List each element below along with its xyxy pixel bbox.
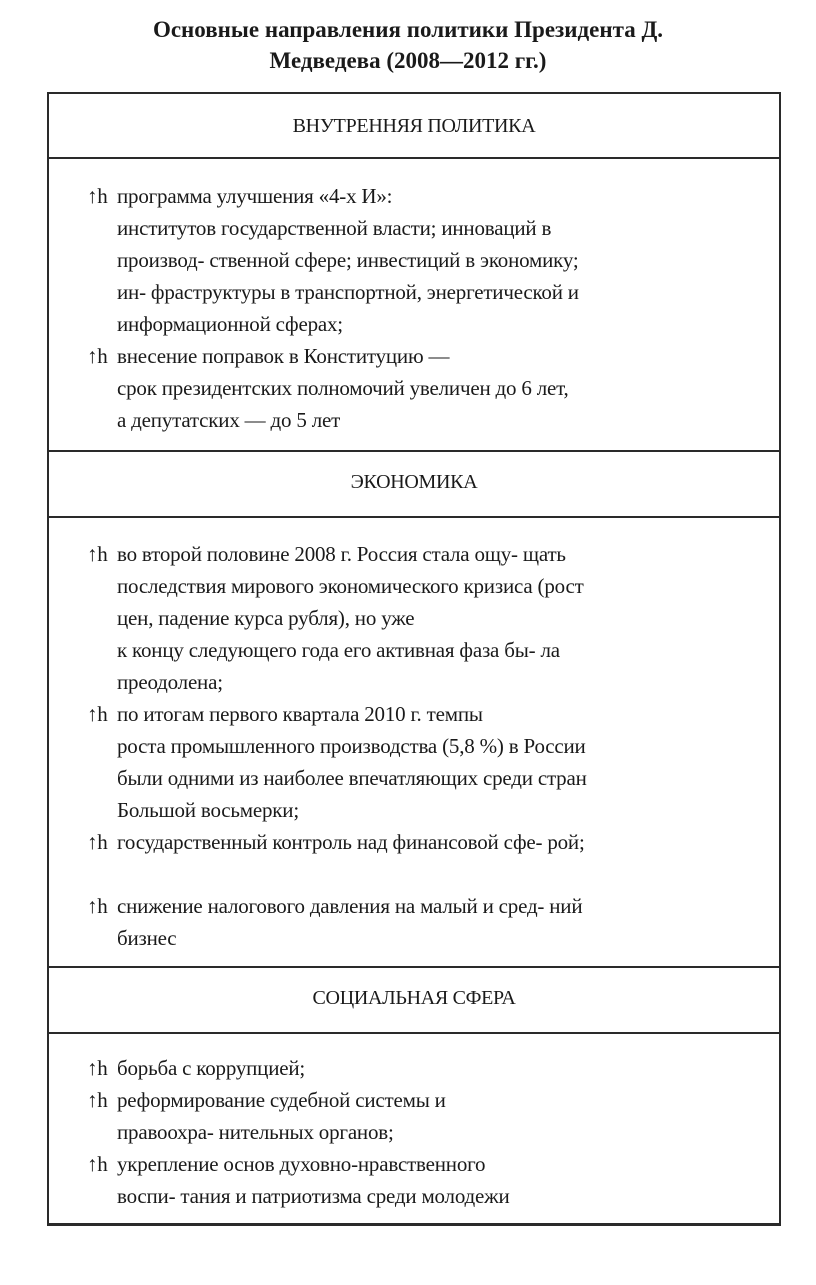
arrow-up-icon: ↑h: [87, 542, 108, 566]
list-item-continuation: воспи- тания и патриотизма среди молодежи: [117, 1184, 510, 1208]
list-item-continuation: последствия мирового экономического кризиса (рост: [117, 574, 584, 598]
list-item-continuation: преодолена;: [117, 670, 223, 694]
list-item: [49, 340, 779, 372]
arrow-up-icon: ↑h: [87, 1088, 108, 1112]
arrow-up-icon: ↑h: [87, 702, 108, 726]
list-item-continuation: цен, падение курса рубля), но уже: [117, 606, 415, 630]
list-item-continuation: институтов государственной власти; инноваций в: [117, 216, 552, 240]
list-item-continuation: роста промышленного производства (5,8 %) в России: [117, 734, 586, 758]
section-heading-domestic-policy: ВНУТРЕННЯЯ ПОЛИТИКА: [292, 115, 536, 137]
spacer: [49, 858, 779, 890]
section-heading-economy: ЭКОНОМИКА: [350, 471, 478, 493]
list-item: [49, 1052, 779, 1084]
list-item: [49, 180, 779, 212]
list-item-continuation: были одними из наиболее впечатляющих среди стран: [117, 766, 587, 790]
policy-table: [47, 92, 781, 1226]
list-item-continuation: производ- ственной сфере; инвестиций в экономику;: [117, 248, 579, 272]
list-item-continuation: Большой восьмерки;: [117, 798, 299, 822]
divider: [49, 1032, 779, 1034]
arrow-up-icon: ↑h: [87, 1056, 108, 1080]
arrow-up-icon: ↑h: [87, 344, 108, 368]
divider: [49, 450, 779, 452]
section-body-economy: [49, 538, 779, 954]
divider: [49, 516, 779, 518]
arrow-up-icon: ↑h: [87, 184, 108, 208]
list-item: [49, 1084, 779, 1116]
arrow-up-icon: ↑h: [87, 894, 108, 918]
title-line-1: Основные направления политики Президента Д.: [152, 17, 664, 42]
list-item-text: борьба с коррупцией;: [117, 1056, 306, 1080]
section-heading-social-sphere: СОЦИАЛЬНАЯ СФЕРА: [312, 987, 516, 1009]
list-item-text: во второй половине 2008 г. Россия стала ощу- щать: [117, 542, 566, 566]
arrow-up-icon: ↑h: [87, 1152, 108, 1176]
list-item-continuation: информационной сферах;: [117, 312, 343, 336]
list-item-continuation: правоохра- нительных органов;: [117, 1120, 394, 1144]
title-line-2: Медведева (2008—2012 гг.): [269, 48, 547, 73]
list-item-continuation: ин- фраструктуры в транспортной, энергетической и: [117, 280, 579, 304]
list-item-text: по итогам первого квартала 2010 г. темпы: [117, 702, 483, 726]
list-item: [49, 538, 779, 570]
document-title: [0, 14, 816, 76]
divider: [49, 966, 779, 968]
list-item-continuation: срок президентских полномочий увеличен до 6 лет,: [117, 376, 569, 400]
divider: [49, 157, 779, 159]
list-item-text: укрепление основ духовно-нравственного: [117, 1152, 486, 1176]
list-item-text: программа улучшения «4-х И»:: [117, 184, 393, 208]
list-item-continuation: бизнес: [117, 926, 177, 950]
list-item-text: снижение налогового давления на малый и сред- ний: [117, 894, 583, 918]
list-item: [49, 698, 779, 730]
list-item-text: государственный контроль над финансовой сфе- рой;: [117, 830, 585, 854]
list-item-text: внесение поправок в Конституцию —: [117, 344, 450, 368]
list-item-text: реформирование судебной системы и: [117, 1088, 446, 1112]
arrow-up-icon: ↑h: [87, 830, 108, 854]
list-item-continuation: к концу следующего года его активная фаза бы- ла: [117, 638, 560, 662]
list-item: [49, 1148, 779, 1180]
section-body-social-sphere: [49, 1052, 779, 1212]
list-item: [49, 826, 779, 858]
section-body-domestic-policy: [49, 180, 779, 436]
list-item: [49, 890, 779, 922]
list-item-continuation: а депутатских — до 5 лет: [117, 408, 341, 432]
